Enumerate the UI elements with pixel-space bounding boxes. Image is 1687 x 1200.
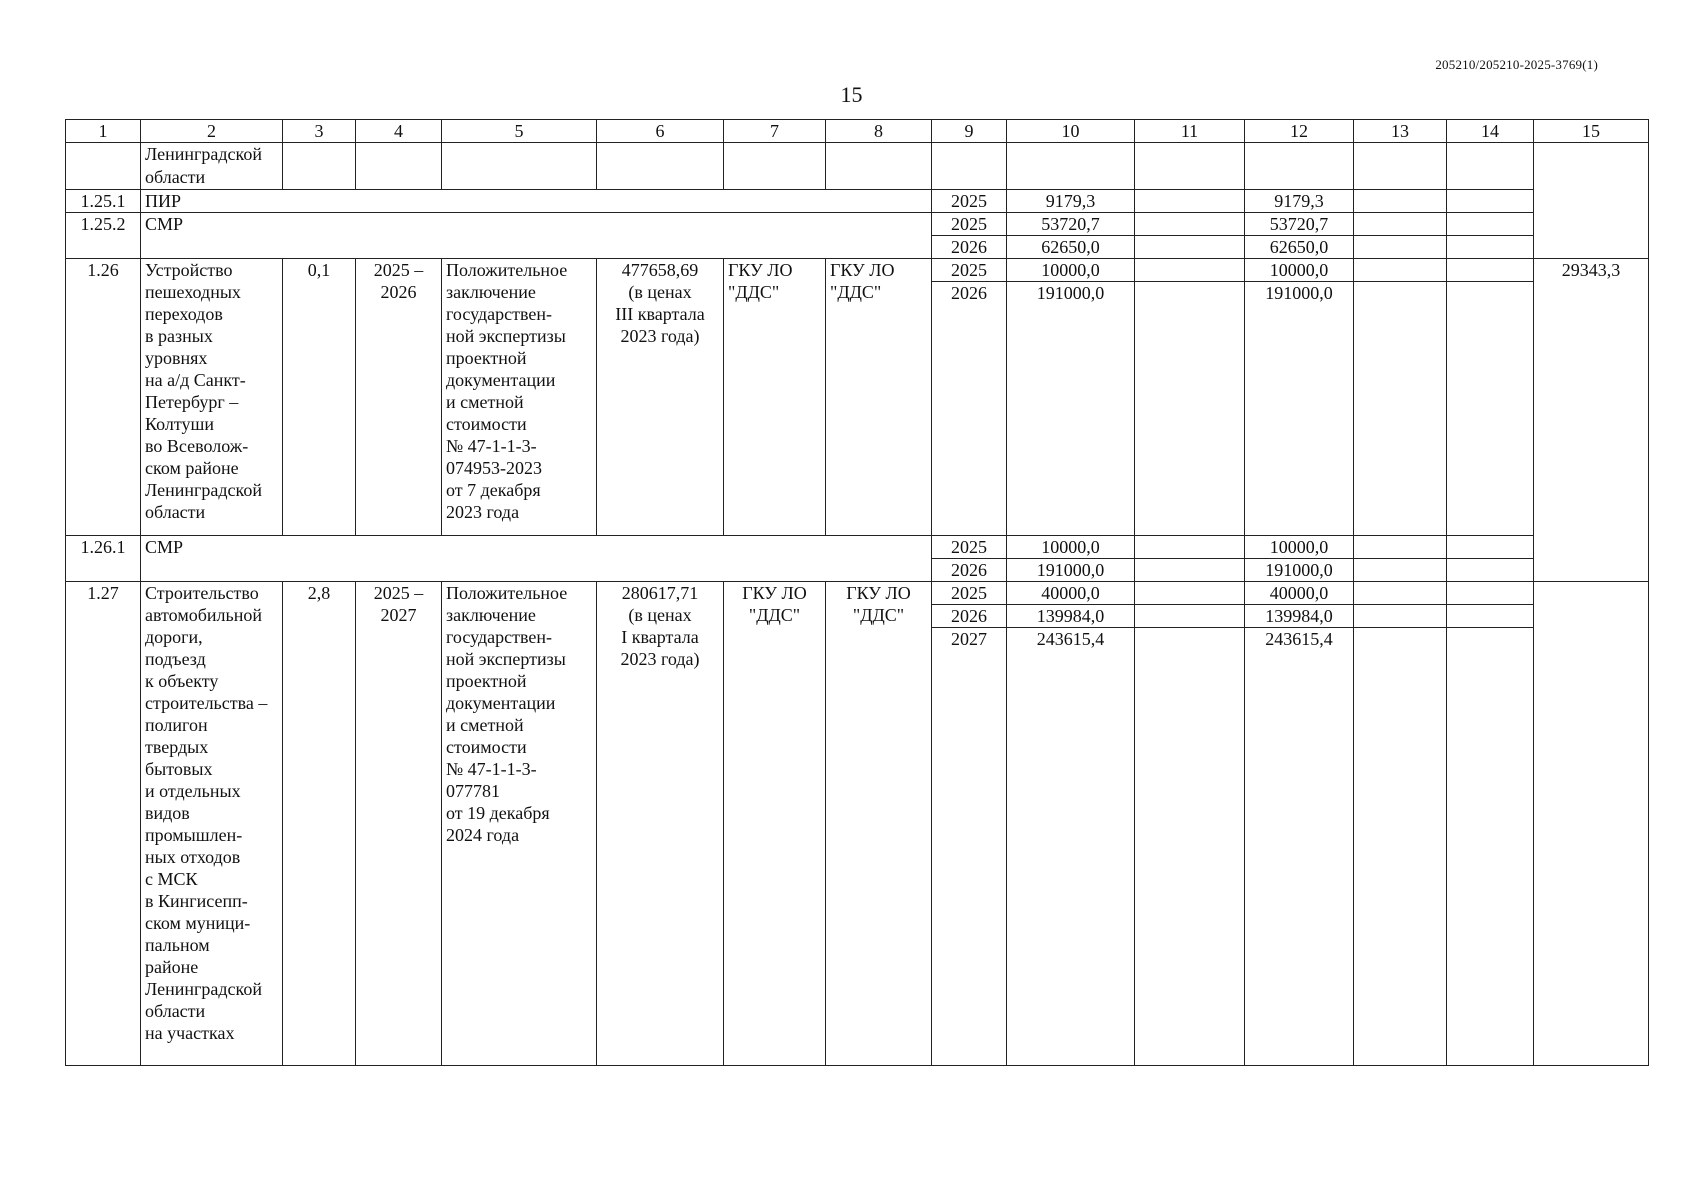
amount-col12: 53720,7	[1245, 212, 1354, 235]
year: 2025	[932, 535, 1007, 558]
amount-col10: 10000,0	[1007, 535, 1135, 558]
cell	[442, 143, 597, 190]
amount-col12: 139984,0	[1245, 604, 1354, 627]
object-name: Ленинградской области	[141, 143, 283, 190]
cell	[1135, 535, 1245, 558]
table-row	[66, 143, 1649, 190]
col-header: 4	[356, 120, 442, 143]
cell	[1447, 558, 1534, 581]
year: 2027	[932, 627, 1007, 1065]
developer: ГКУ ЛО "ДДС"	[826, 258, 932, 535]
object-name: Строительство автомобильной дороги, подъезд к объекту строительства – полигон твердых бытовых и отдельных видов промышлен- ных отходов с МСК в Кингисепп- ском муници- пальном районе Ленинградской области на участках	[141, 581, 283, 1065]
amount-col12: 10000,0	[1245, 535, 1354, 558]
cell	[1135, 143, 1245, 190]
year: 2025	[932, 258, 1007, 281]
cell	[597, 143, 724, 190]
developer: ГКУ ЛО "ДДС"	[826, 581, 932, 1065]
column-number-row	[66, 120, 1649, 143]
table-row	[66, 581, 1649, 604]
expertise-conclusion: Положительное заключение государствен- ной экспертизы проектной документации и сметной стоимости № 47-1-1-3- 074953-2023 от 7 декабря 2023 года	[442, 258, 597, 535]
year: 2025	[932, 189, 1007, 212]
amount-col10: 191000,0	[1007, 281, 1135, 535]
col-header: 8	[826, 120, 932, 143]
work-type: СМР	[141, 535, 932, 581]
cell	[1354, 604, 1447, 627]
object-name: Устройство пешеходных переходов в разных уровнях на а/д Санкт- Петербург – Колтуши во Всеволож- ском районе Ленинградской области	[141, 258, 283, 535]
cell	[1354, 212, 1447, 235]
table-row	[66, 212, 1649, 235]
length: 2,8	[283, 581, 356, 1065]
year: 2025	[932, 212, 1007, 235]
year: 2026	[932, 281, 1007, 535]
work-type: СМР	[141, 212, 932, 258]
amount-col12: 243615,4	[1245, 627, 1354, 1065]
table-row	[66, 258, 1649, 281]
cell	[1135, 189, 1245, 212]
amount-col12: 191000,0	[1245, 281, 1354, 535]
period: 2025 – 2027	[356, 581, 442, 1065]
cell	[1135, 581, 1245, 604]
cell	[1135, 235, 1245, 258]
cell	[1135, 558, 1245, 581]
cell	[1354, 143, 1447, 190]
cell	[1447, 189, 1534, 212]
cell	[1354, 258, 1447, 281]
cell	[1135, 627, 1245, 1065]
cell	[1354, 627, 1447, 1065]
cell	[1354, 189, 1447, 212]
cell	[1135, 212, 1245, 235]
col-header: 9	[932, 120, 1007, 143]
customer: ГКУ ЛО "ДДС"	[724, 581, 826, 1065]
cell	[1447, 281, 1534, 535]
row-number: 1.25.2	[66, 212, 141, 258]
cell	[356, 143, 442, 190]
amount-col10: 9179,3	[1007, 189, 1135, 212]
col-header: 11	[1135, 120, 1245, 143]
col-header: 13	[1354, 120, 1447, 143]
cell	[1354, 558, 1447, 581]
amount-col12: 191000,0	[1245, 558, 1354, 581]
amount-col10: 53720,7	[1007, 212, 1135, 235]
cell	[1447, 143, 1534, 190]
document-id: 205210/205210-2025-3769(1)	[1435, 57, 1598, 72]
year: 2026	[932, 604, 1007, 627]
year: 2026	[932, 558, 1007, 581]
cell	[1135, 258, 1245, 281]
amount-col12: 40000,0	[1245, 581, 1354, 604]
cell	[1245, 143, 1354, 190]
amount-col10: 40000,0	[1007, 581, 1135, 604]
work-type: ПИР	[141, 189, 932, 212]
cell	[1447, 235, 1534, 258]
cell	[826, 143, 932, 190]
customer: ГКУ ЛО "ДДС"	[724, 258, 826, 535]
estimated-cost: 280617,71 (в ценах I квартала 2023 года)	[597, 581, 724, 1065]
cell	[283, 143, 356, 190]
row-number: 1.27	[66, 581, 141, 1065]
program-table	[65, 119, 1649, 1066]
row-number: 1.26.1	[66, 535, 141, 581]
cell	[1135, 604, 1245, 627]
expertise-conclusion: Положительное заключение государствен- ной экспертизы проектной документации и сметной стоимости № 47-1-1-3- 077781 от 19 декабря 2024 года	[442, 581, 597, 1065]
row-number: 1.25.1	[66, 189, 141, 212]
cell	[1447, 627, 1534, 1065]
cell	[1007, 143, 1135, 190]
col-header: 3	[283, 120, 356, 143]
cell	[1447, 212, 1534, 235]
length: 0,1	[283, 258, 356, 535]
col-header: 10	[1007, 120, 1135, 143]
cell	[1447, 535, 1534, 558]
amount-col10: 139984,0	[1007, 604, 1135, 627]
amount-col12: 62650,0	[1245, 235, 1354, 258]
period: 2025 – 2026	[356, 258, 442, 535]
cell	[1447, 604, 1534, 627]
year: 2025	[932, 581, 1007, 604]
amount-col10: 62650,0	[1007, 235, 1135, 258]
row-number: 1.26	[66, 258, 141, 535]
col-header: 1	[66, 120, 141, 143]
amount-col10: 191000,0	[1007, 558, 1135, 581]
table-row	[66, 189, 1649, 212]
table-row	[66, 535, 1649, 558]
page-number: 15	[840, 82, 863, 107]
cell	[1534, 143, 1649, 259]
cell	[1354, 535, 1447, 558]
amount-col12: 10000,0	[1245, 258, 1354, 281]
col-header: 12	[1245, 120, 1354, 143]
cell	[1354, 581, 1447, 604]
cell	[932, 143, 1007, 190]
amount-col10: 10000,0	[1007, 258, 1135, 281]
cell	[1447, 581, 1534, 604]
cell	[1135, 281, 1245, 535]
cell	[1354, 235, 1447, 258]
row-number	[66, 143, 141, 190]
col-header: 2	[141, 120, 283, 143]
cell	[1447, 258, 1534, 281]
cell	[1534, 581, 1649, 1065]
col-header: 14	[1447, 120, 1534, 143]
col-header: 15	[1534, 120, 1649, 143]
col-header: 6	[597, 120, 724, 143]
amount-col12: 9179,3	[1245, 189, 1354, 212]
amount-col15: 29343,3	[1534, 258, 1649, 581]
col-header: 5	[442, 120, 597, 143]
amount-col10: 243615,4	[1007, 627, 1135, 1065]
estimated-cost: 477658,69 (в ценах III квартала 2023 года)	[597, 258, 724, 535]
cell	[724, 143, 826, 190]
col-header: 7	[724, 120, 826, 143]
cell	[1354, 281, 1447, 535]
year: 2026	[932, 235, 1007, 258]
